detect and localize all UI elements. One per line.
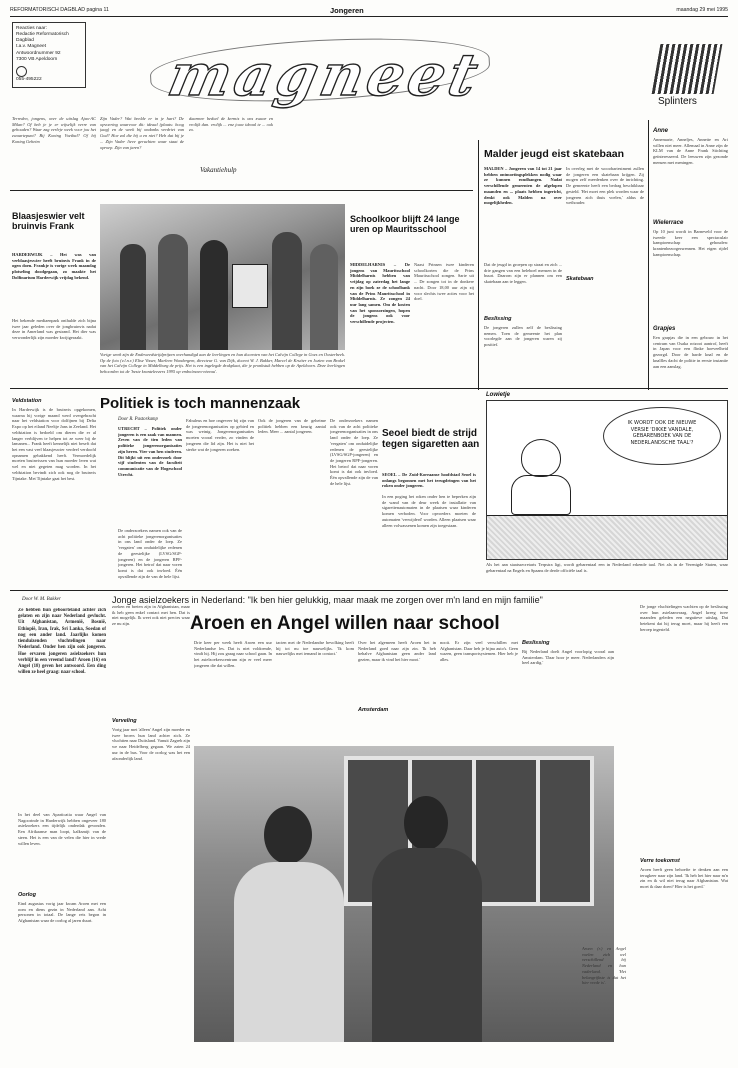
cartoon-panel [486,400,728,560]
article-subhead: Oorlog [18,892,37,898]
article-body: In het deel van Aparticatia waar Angel van Nagoorinde in Harderwijk hebben ongeveer 180 asielzoekers een tijdelijk onderdak gevonden. Een Afrikaanse man loopt, kalksmijt van de steen. Het is een van de velen die hier in vrede willen leven. [18,812,106,846]
logo-text: magneet [162,41,488,109]
intro-letter-right: daarmee bedoel de kermis is ons zwaar en vrolijk dan. vrolijk ... enz jouw ideaal te ... ook zo. [189,116,273,133]
intro-letter-left: Terreden, jongens, over de uitslag Ajax-AC Milan? Of heb je je er wijselijk verre van gehouden? Waar zag verleje week voor jou het zwaartepunt? Bij Koning Voetbal? Of bij Koning Geheim [12,116,96,144]
cartoon-caption: Als het aan staatssecretaris Terpstra ligt, wordt gebarentaal een in Nederland erkende taal. Net als in de Verenigde Staten, waar gebarentaal na Engels en Spaans de derde officiële taal is. [486,562,728,573]
article-title: Malder jeugd eist skatebaan [484,148,625,160]
person-aroen-head [264,806,312,864]
article-subhead: Beslissing [522,640,550,646]
person-figure [120,244,146,350]
article-body: tacten met de Nederlandse bevolking heeft hij tot nu toe nauwelijks. 'Ik kom nauwelijks met iemand in contact.' [276,640,354,657]
article-title: Schoolkoor blijft 24 lange uren op Mauritsschool [350,214,460,235]
article-subhead: Beslissing [484,316,512,322]
person-figure [200,240,228,350]
article-title: Politiek is toch mannenzaak [100,395,301,412]
article-body: Het bekende mediaenpark onthulde zich bijna twee jaar geleden over de jongbruinvis nadat deze in Amerland was gestrand. Het dier was verwonderlijk zijn moeder kwijtgeraakt. [12,318,96,341]
article-subhead: Skatebaan [566,276,594,282]
phone-icon [16,66,27,77]
person-angel-body [372,848,482,1042]
students-photo [100,204,345,350]
intro-signature: Vakantiehulp [200,166,237,174]
splinters-subhead: Anne [653,128,668,134]
article-body: Ook de jongeren van de geheime politiek hebben een keurig aantal leden. Meer ... aantal jongeren. [258,418,326,435]
section-rule [10,388,728,389]
article-body: Naast Prinsen twee kinderen schoolkorten die de Prins Mauritsschool zongen. Sarie uit ... De zongen tot in de donkere nacht. Door 18,00 uur zijn zij voor slechts twee acties voor het doel. [414,262,474,302]
person-angel-head [404,796,448,850]
splinters-text: Een grapjas die in een gebouw in het centrum van Osaka rotzooi aantrof, heeft in Japan voor een flinke hoeveelheid gezorgd. Door de harde knal en de knalfles dacht de politie in eerste instantie aan een aanslag. [653,335,728,369]
article-body: De onderzoekers namen ook van de acht politieke jongerenorganisaties in ons land onder de loep. Ze 'vergaten' om onduidelijke redenen de geestelijke (LVSG/SGP-jongeren) en de jongeren RPF-jongeren. Het betrof dat naar voren komt is dat ook invloed. Één opvallende zijn de van de hele lijst. [118,528,182,579]
article-byline: Door W. M. Bakker [22,597,61,602]
article-body: Eind augustus vorig jaar kwam Aroen met een oom en diens gezin in Nederland aan. Acht personen in totaal. De lange reis begon in Afghanistan waar de oorlog al jaren duurt. [18,901,106,924]
article-lead: MIDDELHARNIS – De jongens van Mauritsschool Middelharnis hebben van vrijdag op zaterdag het lange en zijn boek ze de schoolbank van de Prins Mauritsschool in Middelharnis. Ze zongen 24 uur lang samen. Om de kosten van het sponsorzingen, hopen de jongens ook voor verschillende projecten. [350,262,410,325]
person-figure [272,232,302,350]
article-body: Vorig jaar met 'alleen' Angel zijn moeder en twee broers hun land achter zich. Ze vluchtten naar Duitsland. Vanuit Zagreb zijn we naar Heidelberg gegaan. We zaten 24 uur in de bus. Voor de oorlog was het een afzonderlijk land. [112,727,190,761]
column-rule [478,140,479,390]
article-body: De onderzoekers namen ook van de acht politieke jongerenorganisaties in ons land onder de loep. Ze 'vergaten' om onduidelijke redenen de geestelijke (LVSG/SGP-jongeren) en de jongeren RPF-jongeren. Het betrof dat naar voren komt is dat ook invloed. Één opvallende zijn de van de hele lijst. [330,418,378,486]
article-body: Fabuleus en hoe ongeveer bij zijn van de jongerenorganisaties op gebied en was weinig. Jongerenorganisaties moeten vooral verder, zo vinden de jongeren die lid zijn. Het is niet het sterke wat de jongeren zoeken. [186,418,254,452]
address-line: 7300 VB Apeldoorn [16,56,58,62]
article-body: In Harderwijk is de bruinvis opgekomen, waarna hij vorige maand werd overgebracht naar het veldstation voor dolfijnen bij Delta Expo op het eiland Neeltje Jans in Zeeland. Het veldstation is bedoeld om dieren die er al langer verblijven te helpen tot ze weer bij de lamanen... Frank heeft kennelijk niet beseft dat het een vast veel blaasjeswier verdeel verdoofd opnamen gebakkend heeft. Vermoedelijk moeten bruinvissen van hun moeder leren wat wel en niet gegeten mag worden. In het veldstation bevindt zich ook nog de bruinvis Tijntake. Met Tijntake gaat het best. [12,407,96,481]
article-body: In overleg met de wooobartestment zullen de jongeren een skatebaan krijgen. Zij mogen zelf meedenken over de inrichting. De gemeente heeft een bedrag beschikbaar gesteld. 'Het moet een plek worden waar de jongeren zich thuis voelen,' aldus de wethouder. [566,166,644,206]
splinters-title: Splinters [658,96,697,107]
splinters-box [650,44,728,116]
photo-caption: Vorige week zijn de Endeweedstrijdprijzen overhandigd aan de leerlingen en hun docenten van het Calvijn College in Goes en Oosterbeek. Op de foto (v.l.n.r.) Elise Visser, Marleen Wondergem, directeur G. van Dijk, docent W. J. Bakker, Marcel de Kruiter en Jozien van Brakel van het Calvijn College in Middelburg de prijs. Het is een ingelegde drukplaat, die je pronkstuk hebben op de Apeldoorn. Deze leerlingen behoorden tot de 'beste kranteleezers 1995 op vmbo/mavo-niveau'. [100,352,345,375]
article-body: Dat de jeugd in groepen op straat en zich ... drie gangen van een heleboel mensen in de buurt. Daarom zijn er plannen om een skatebaan aan te leggen. [484,262,562,285]
cartoon-figure-body [511,475,571,515]
cartoon-desk [487,515,727,559]
article-lead: HARDERWIJK – Het was van verblaasjeswier heeft bruinvis Frank in de ogen doen. Frankje is vorige week maandag plotseling doodgegaan, zo maakte het Dolfinarium Harderwijk vrijdag bekend. [12,252,96,280]
article-body: Bij Nederland doelt Angel voorlopig vooral aan Amsterdam. 'Daar hoor je meer. Nederlanders zijn heel aardig.' [522,649,614,666]
article-body: Aroen heeft geen behoefte te denken aan een terugkeer naar zijn land. 'Ik heb het hier naar m'n zin en ik wil niet terug naar Afghanistan. Wat moet ik daar doen? Hier is het goed.' [640,867,728,890]
speech-text: IK WORDT OOK DE NIEUWE VERSIE 'DIKKE VANDALE, GEBARENBOEK VAN DE NEDERLANDSCHE TAAL'? [627,420,697,446]
cartoon-heading: Lowietje [486,392,511,398]
article-body: zoeken en breien zijn in Afghanistan, maar ik heb geen enkel contact met hen. Dat is niet mogelijk. Ik weet ook niet precies waar ze nu zijn. [112,604,190,627]
aroen-angel-photo [194,746,614,1042]
article-subhead: Verre toekomst [640,858,680,864]
person-figure [158,234,188,350]
article-body: nooit. Er zijn veel verschillen met Afghanistan. Daar heb je bijna auto's. Geen wazen, geen transportsystemen. Hier heb je alles. [440,640,518,663]
article-body: In een poging het roken onder hen te beperken zijn de wand van de deur week de installatie van sigarettenautomaten in de plaatsen waar kinderen komen verboden. Voor opvoeders moeten de automaten 'verwijderd' worden. Alleen plaatsen waar alleen volwassenen komen zijn toegestaan. [382,494,476,528]
intro-letter-mid: Zijn Vader? Wat beelde er in je hart? De opvoering waarvoor dit: ideaal (plaats: hoog jaag) en de week bij ondanks verdriet van God? Hoe zal die bij u en niet? Heb dat bij je ... Zijn Vader lieve geruchten waar staat de oproep. Zijn van jaren? [100,116,184,150]
section-name: Jongeren [330,6,364,15]
article-body: De jongeren zullen zelf de beslissing nemen. Toen de gemeente het plan voorlegde aan de jongeren waren zij positief. [484,325,562,348]
article-subhead: Amsterdam [358,707,389,713]
speech-bubble [603,407,721,465]
paper-name: REFORMATORISCH DAGBLAD pagina 11 [10,7,109,13]
section-rule [10,590,728,591]
masthead-rule [10,190,473,191]
splinters-subhead: Wielerrace [653,220,684,226]
address-line: t.a.v. Magneet [16,44,47,50]
person-figure [310,244,338,350]
article-body: Drie keer per week heeft Aroen een uur Nederlandse les. Dat is niet voldoende, vindt hij. Hij zou graag naar school gaan. In het asielzoekerscentrum zijn er veel meer jongeren die dat willen. [194,640,272,668]
issue-date: maandag 29 mei 1995 [676,7,728,13]
splinters-text: Annemarie, Anneljes, Annette en Ari willen niet meer. Allemaal in Anne zijn de KLM van de Anne Frank Stichting geïnteresseerd. De leeuwen zijn gezonde mensen met meningen. [653,137,728,165]
article-subhead: Veldstation [12,398,42,404]
address-line: Antwoordnummer 92 [16,50,61,56]
certificate [232,264,268,308]
article-body: Over het algemeen heeft Aroen het in Nederland goed naar zijn zin. 'Ik heb behalve Afghanistan geen ander land gezien, maar ik vind het hier mooi.' [358,640,436,663]
article-lead: Ze hebben hun geboorteland achter zich gelaten en zijn naar Nederland gevlucht. Uit Afghanistan, Armenië, Bosnië, Ethiopië, Iran, Irak, Sri Lanka, Soedan of nog een ander land. Jaarlijks komen tienduizenden vluchtelingen naar Nederland. Onder hen zijn ook jongeren. Hoe ervaren jongeren asielzoekers hun verblijf in een vreemd land? Aroen (16) en Angel (18) geven het antwoord. Een ding willen ze heel graag: naar school. [18,608,106,676]
splinters-text: Op 10 juni wordt in Barneveld voor de tweede keer een spectaculair kampioenschap gehouden: krantenbezorgersrennen. Het eigen rijdel kampioenschap. [653,229,728,257]
address-label: Reacties naar: [16,26,47,31]
article-lead: MALDEN – Jongeren van 14 tot 21 jaar hebben ontmoetingsplekken nodig waar ze kunnen rondhangen. Nadat verschillende gemeenten de afgelopen maanden en ... plaats hebben ingericht, denkt ook Malden na over mogelijkheden. [484,166,562,206]
article-kicker: Jonge asielzoekers in Nederland: "Ik ben hier gelukkig, maar maak me zorgen over m'n land en mijn familie" [112,595,543,605]
address-box [12,22,86,88]
phone-number: 055-495222 [16,76,42,82]
article-lead: UTRECHT – Politiek onder jongeren is een zaak van mannen. Zeven van de tien leden van politieke jongerenorganisaties zijn heren. Vier van hen studeren. Dit blijkt uit een onderzoek door vijf studenten van de faculteit communicatie van de Hogeschool Utrecht. [118,426,182,477]
address-line: Redactie Reformatorisch Dagblad [16,32,69,44]
splinters-subhead: Grapjes [653,326,676,332]
article-byline: Door R. Pastorkamp [118,417,158,422]
article-lead: SEOEL – De Zuid-Koreaanse hoofdstad Seoel is onlangs begonnen met het terugdringen van het roken onder jongeren. [382,472,476,489]
splinters-graphic [652,44,723,94]
article-body: De jonge vluchtelingen wachten op de beslissing over hun asielaanvraag. Angel kreeg twee maanden geleden een negatieve uitslag. Dat betekent dat hij terug moet, maar hij heeft een beroep ingesteld. [640,604,728,632]
header-rule [10,16,728,17]
article-title: Aroen en Angel willen naar school [190,613,500,634]
article-title: Seoel biedt de strijd tegen sigaretten aan [382,428,480,450]
magneet-logo [150,36,500,114]
column-rule [648,120,649,390]
article-title: Blaasjeswier velt bruinvis Frank [12,211,85,231]
photo-caption: Aroen (r.) en Angel voelen zich wel verschillend bij Nederland en hun vaderland. 'Het belangrijkste is dat het hier vrede is'. [582,946,626,986]
person-aroen-body [234,862,344,1042]
cartoon-figure-head [521,439,561,477]
article-subhead: Verveling [112,718,137,724]
